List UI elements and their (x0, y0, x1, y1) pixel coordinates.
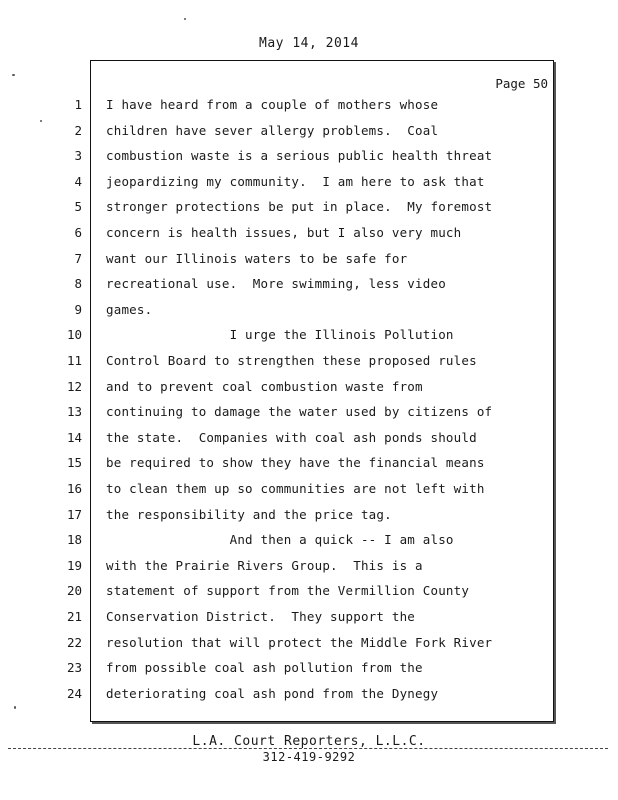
line-number: 4 (74, 173, 82, 189)
line-number: 20 (66, 583, 82, 599)
transcript-line: Conservation District. They support the (106, 609, 416, 624)
transcript-line: combustion waste is a serious public health threat (106, 148, 493, 164)
header-date: May 14, 2014 (259, 36, 359, 51)
transcript-line: Control Board to strengthen these proposed rules (106, 353, 477, 368)
line-number: 22 (66, 634, 82, 650)
line-number: 9 (74, 301, 82, 317)
line-number: 19 (66, 557, 82, 573)
transcript-line: recreational use. More swimming, less video (106, 276, 446, 292)
transcript-line: stronger protections be put in place. My foremost (106, 199, 493, 215)
transcript-line: I have heard from a couple of mothers whose (106, 97, 439, 112)
line-number: 21 (66, 609, 82, 624)
transcript-line: resolution that will protect the Middle Fork River (106, 634, 493, 650)
page-number-label: Page 50 (495, 76, 548, 91)
transcript-line: and to prevent coal combustion waste from (106, 378, 423, 394)
transcript-line: the state. Companies with coal ash ponds should (106, 429, 477, 445)
line-number: 14 (66, 429, 82, 445)
line-number: 2 (74, 122, 82, 138)
transcript-line: And then a quick -- I am also (106, 532, 454, 548)
scan-speck (14, 706, 16, 709)
transcript-line: continuing to damage the water used by citizens of (106, 404, 493, 420)
footer-company: L.A. Court Reporters, L.L.C. (192, 734, 426, 749)
transcript-line: statement of support from the Vermillion County (106, 583, 470, 599)
transcript-line: games. (106, 301, 153, 317)
line-number: 8 (74, 276, 82, 292)
line-number: 24 (66, 685, 82, 701)
transcript-line: want our Illinois waters to be safe for (106, 250, 408, 266)
line-number: 3 (74, 148, 82, 164)
transcript-line: be required to show they have the financial means (106, 455, 485, 471)
line-number: 17 (66, 506, 82, 522)
scan-speck (40, 120, 42, 122)
line-number: 23 (66, 660, 82, 676)
transcript-line: from possible coal ash pollution from the (106, 660, 423, 676)
scan-speck (184, 18, 186, 20)
line-number: 12 (66, 378, 82, 394)
line-number: 16 (66, 481, 82, 496)
footer-phone: 312-419-9292 (262, 750, 356, 764)
transcript-line: children have sever allergy problems. Coal (106, 122, 439, 138)
transcript-line: concern is health issues, but I also very much (106, 225, 462, 240)
scan-speck (12, 74, 15, 76)
transcript-line: the responsibility and the price tag. (106, 506, 392, 522)
line-number: 10 (66, 327, 82, 343)
line-number: 11 (66, 353, 82, 368)
transcript-line: I urge the Illinois Pollution (106, 327, 454, 343)
transcript-line: jeopardizing my community. I am here to ask that (106, 173, 485, 189)
line-number: 7 (74, 250, 82, 266)
line-number: 13 (66, 404, 82, 420)
line-number: 6 (74, 225, 82, 240)
line-number: 18 (66, 532, 82, 548)
line-number: 1 (74, 97, 82, 112)
transcript-line: to clean them up so communities are not left with (106, 481, 485, 496)
line-number: 5 (74, 199, 82, 215)
line-number: 15 (66, 455, 82, 471)
transcript-line: deteriorating coal ash pond from the Dynegy (106, 685, 439, 701)
transcript-line: with the Prairie Rivers Group. This is a (106, 557, 423, 573)
